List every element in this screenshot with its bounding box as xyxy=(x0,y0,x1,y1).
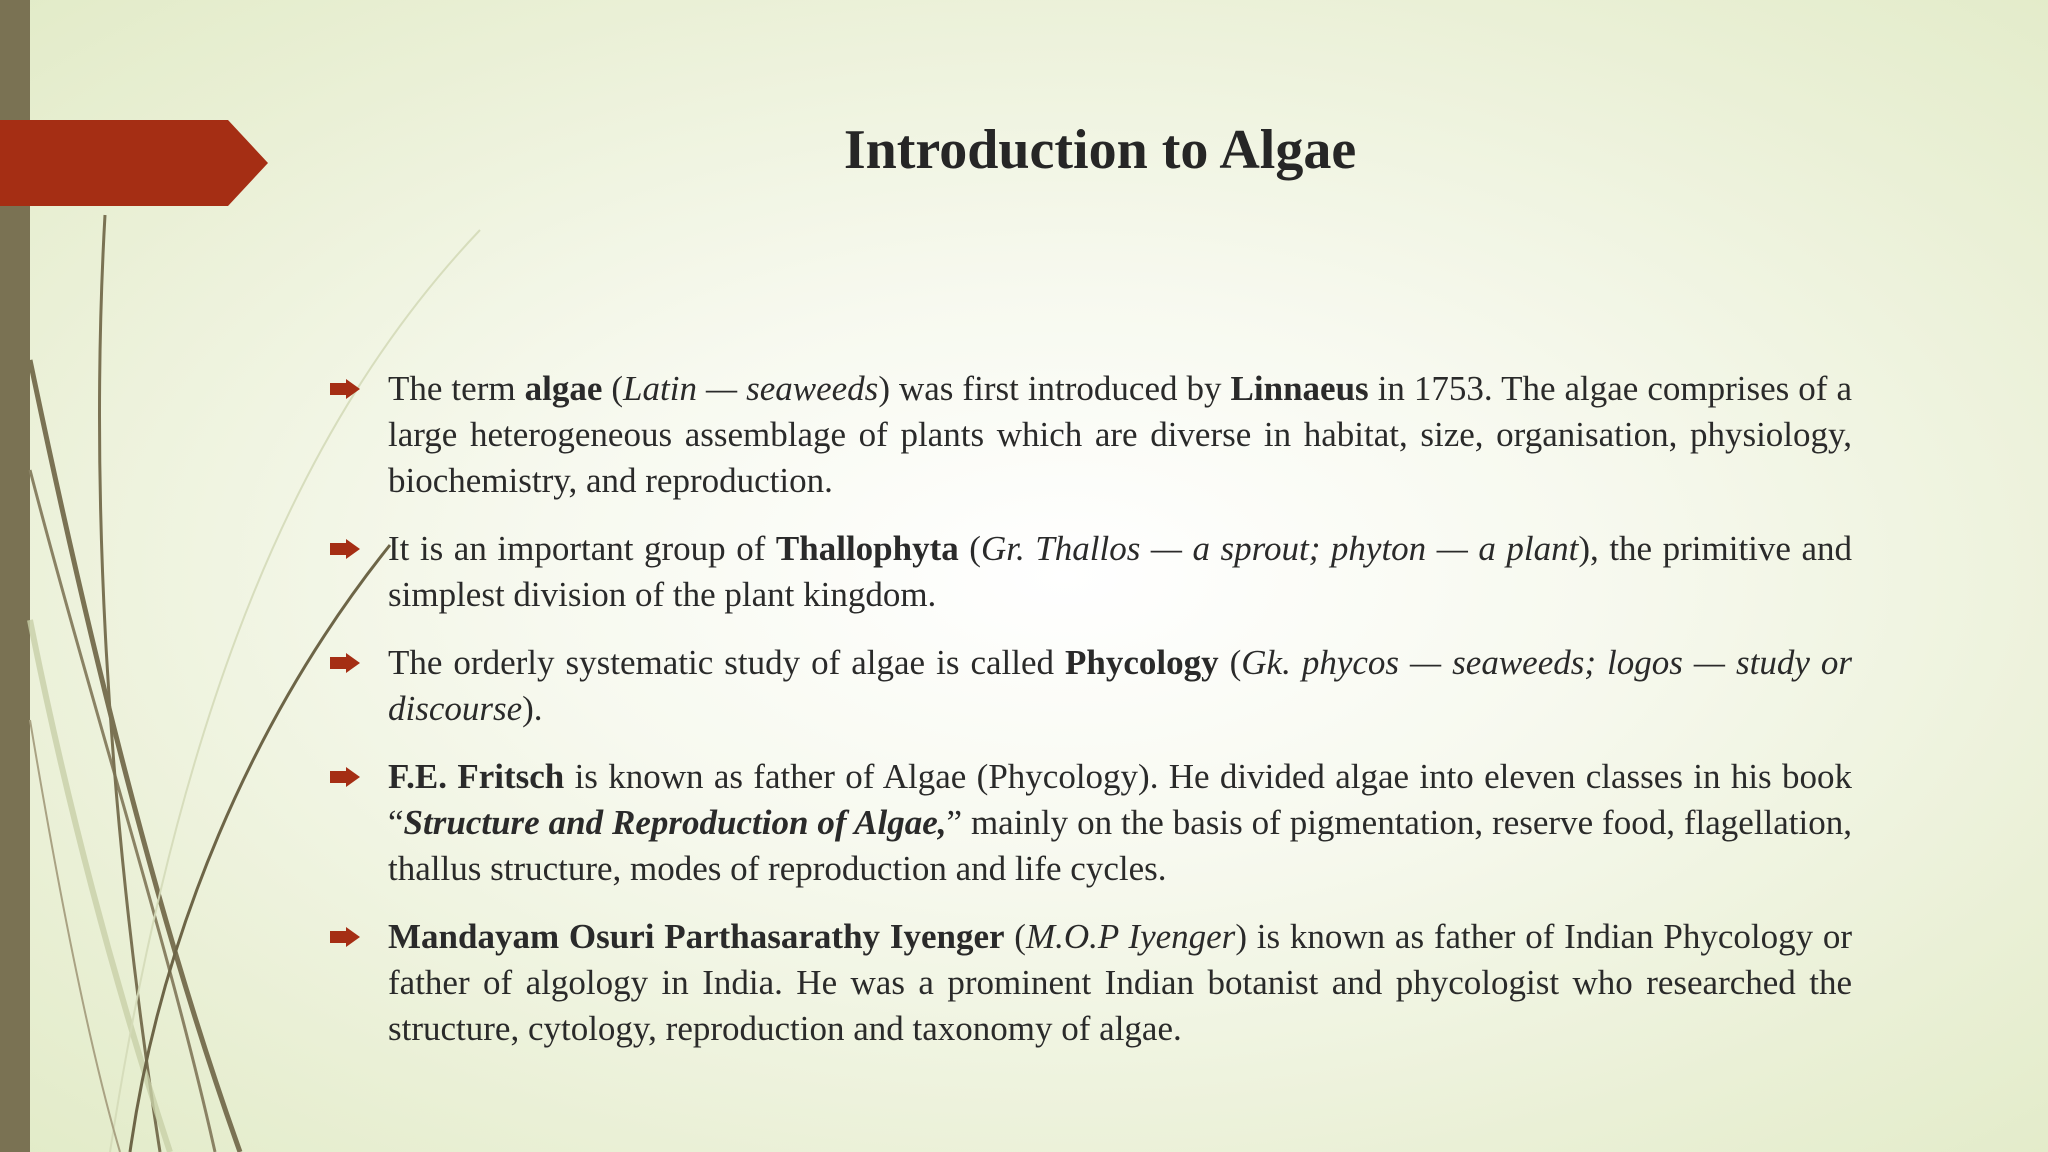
bullet-text xyxy=(388,529,1852,614)
arrow-bullet-icon xyxy=(330,539,360,559)
bullet-text-segment: F.E. Fritsch xyxy=(388,757,565,796)
bullet-text xyxy=(388,369,1852,500)
bullet-text-segment: The term xyxy=(388,369,525,408)
bullet-text-segment: ) is known as father of Indian Phycology or father of algology in India. He was a prominent Indian botanist and phycologist who researched the structure, cytology, reproduction and taxonomy of algae. xyxy=(388,917,1853,1048)
bullet-text-segment: Structure and Reproduction of Algae, xyxy=(403,803,947,842)
arrow-bullet-icon xyxy=(330,379,360,399)
bullet-text-segment: ) was first introduced by xyxy=(878,369,1231,408)
bullet-text-segment: Mandayam Osuri Parthasarathy Iyenger xyxy=(388,917,1005,956)
bullet-text-segment: Gk. phycos — seaweeds; logos — study or discourse xyxy=(388,643,1853,728)
bullet-item xyxy=(330,366,1852,504)
red-accent-arrow-shape xyxy=(0,120,270,206)
bullet-item xyxy=(330,526,1852,618)
bullet-text-segment: ( xyxy=(958,529,981,568)
bullet-text-segment: The orderly systematic study of algae is called xyxy=(388,643,1065,682)
bullet-list xyxy=(330,366,1852,1074)
bullet-text-segment: Latin — seaweeds xyxy=(623,369,879,408)
bullet-text xyxy=(388,757,1852,888)
bullet-text-segment: ( xyxy=(602,369,624,408)
bullet-text-segment: ” mainly on the basis of pigmentation, reserve food, flagellation, thallus structure, modes of reproduction and life cycles. xyxy=(388,803,1852,888)
bullet-text-segment: ( xyxy=(1218,643,1242,682)
arrow-bullet-icon xyxy=(330,767,360,787)
bullet-text-segment: ( xyxy=(1004,917,1026,956)
arrow-bullet-icon xyxy=(330,653,360,673)
bullet-text-segment: algae xyxy=(524,369,603,408)
bullet-text xyxy=(388,643,1852,728)
bullet-text-segment: Thallophyta xyxy=(775,529,959,568)
bullet-item xyxy=(330,914,1852,1052)
slide-title: Introduction to Algae xyxy=(843,119,1357,181)
bullet-text-segment: Phycology xyxy=(1065,643,1219,682)
bullet-text-segment: is known as father of Algae (Phycology). He divided algae into eleven classes in his book “ xyxy=(388,757,1852,842)
bullet-text-segment: Linnaeus xyxy=(1230,369,1369,408)
bullet-text xyxy=(388,917,1852,1048)
bullet-item xyxy=(330,640,1852,732)
bullet-item xyxy=(330,754,1852,892)
bullet-text-segment: in 1753. The algae comprises of a large heterogeneous assemblage of plants which are diverse in habitat, size, organisation, physiology, biochemistry, and reproduction. xyxy=(388,369,1852,500)
bullet-text-segment: Gr. Thallos — a sprout; phyton — a plant xyxy=(980,529,1579,568)
arrow-bullet-icon xyxy=(330,927,360,947)
bullet-text-segment: M.O.P Iyenger xyxy=(1025,917,1236,956)
bullet-text-segment: It is an important group of xyxy=(388,529,776,568)
bullet-text-segment: ), the primitive and simplest division of the plant kingdom. xyxy=(388,529,1853,614)
bullet-text-segment: ). xyxy=(522,689,543,728)
